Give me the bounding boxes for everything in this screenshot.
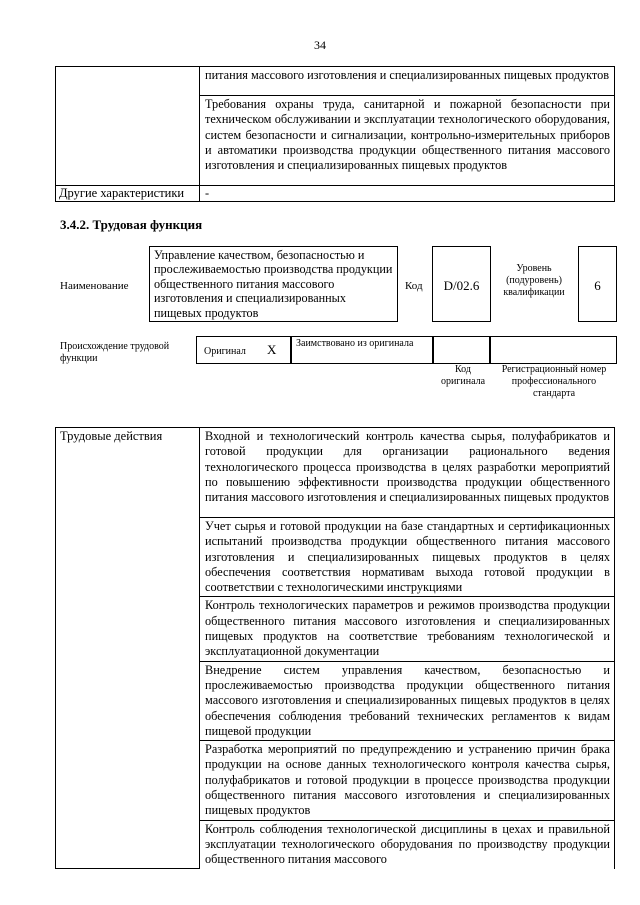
- table-row: [56, 67, 615, 96]
- registration-number-box: [489, 336, 617, 364]
- table-cell: питания массового изготовления и специализированных пищевых продуктов: [200, 67, 615, 96]
- table-cell: Разработка мероприятий по предупреждению и устранению причин брака продукции на основе данных технологического контроля качества сырья, полуфабрикатов и готовой продукции в процессе производства продукции общественного питания массового изготовления и специализированных пищевых продуктов: [200, 741, 615, 820]
- function-name: Управление качеством, безопасностью и прослеживаемостью производства продукции общественного питания массового изготовления и специализированных пищевых продуктов: [154, 248, 393, 320]
- origin-label: Происхождение трудовой функции: [60, 341, 170, 364]
- borrowed-label: Заимствовано из оригинала: [296, 338, 414, 349]
- origin-code-caption: Код оригинала: [440, 364, 486, 387]
- registration-caption: Регистрационный номер профессионального стандарта: [501, 364, 607, 399]
- page-number: 34: [314, 38, 326, 52]
- section-title: 3.4.2. Трудовая функция: [60, 217, 203, 232]
- table-cell: Учет сырья и готовой продукции на базе стандартных и сертификационных испытаний производства продукции общественного питания массового изготовления и специализированных пищевых продуктов в целях обеспечения соответствия нормативам выхода готовой продукции в соответствии с технологическими инструкциями: [200, 518, 615, 597]
- code-box: [432, 246, 491, 322]
- table-label-cell: Другие характеристики: [56, 186, 200, 202]
- original-box: [196, 336, 292, 364]
- level-box: [578, 246, 617, 322]
- table-cell: -: [200, 186, 615, 202]
- table-label-cell: Трудовые действия: [56, 428, 200, 869]
- level-label: Уровень (подуровень) квалификации: [503, 263, 565, 298]
- name-label: Наименование: [60, 280, 129, 292]
- table-cell: Контроль технологических параметров и режимов производства продукции общественного питания массового изготовления и специализированных пищевых продуктов на соответствие требованиям технологической и эксплуатационной документации: [200, 597, 615, 661]
- table-cell: Требования охраны труда, санитарной и пожарной безопасности при техническом обслуживании и эксплуатации технологического оборудования, систем безопасности и сигнализации, контрольно-измерительных приборов и автоматики производства продукции общественного питания массового изготовления и специализированных пищевых продуктов: [200, 96, 615, 186]
- table-cell: Внедрение систем управления качеством, безопасностью и прослеживаемостью производства продукции общественного питания массового изготовления и специализированных пищевых продуктов в целях обеспечения соблюдения требований технических регламентов к видам пищевой продукции: [200, 661, 615, 740]
- origin-code-box: [432, 336, 491, 364]
- table-cell: Контроль соблюдения технологической дисциплины в цехах и правильной эксплуатации технологического оборудования по производству продукции общественного питания массового: [200, 820, 615, 868]
- table-row: [56, 428, 615, 518]
- original-mark: X: [267, 342, 277, 357]
- original-label: Оригинал: [204, 346, 246, 357]
- knowledge-table: [55, 66, 615, 202]
- code-label: Код: [405, 280, 423, 292]
- function-name-box: [149, 246, 398, 322]
- level-value: 6: [594, 278, 601, 293]
- borrowed-box: [290, 336, 434, 364]
- code-value: D/02.6: [443, 278, 480, 293]
- table-row: [56, 186, 615, 202]
- table-cell: Входной и технологический контроль качества сырья, полуфабрикатов и готовой продукции для организации рационального ведения технологического процесса производства в целях разработки мероприятий по повышению эффективности производства продукции общественного питания массового изготовления и специализированных пищевых продуктов: [200, 428, 615, 518]
- table-label-cell: [56, 67, 200, 186]
- labor-actions-table: [55, 427, 615, 869]
